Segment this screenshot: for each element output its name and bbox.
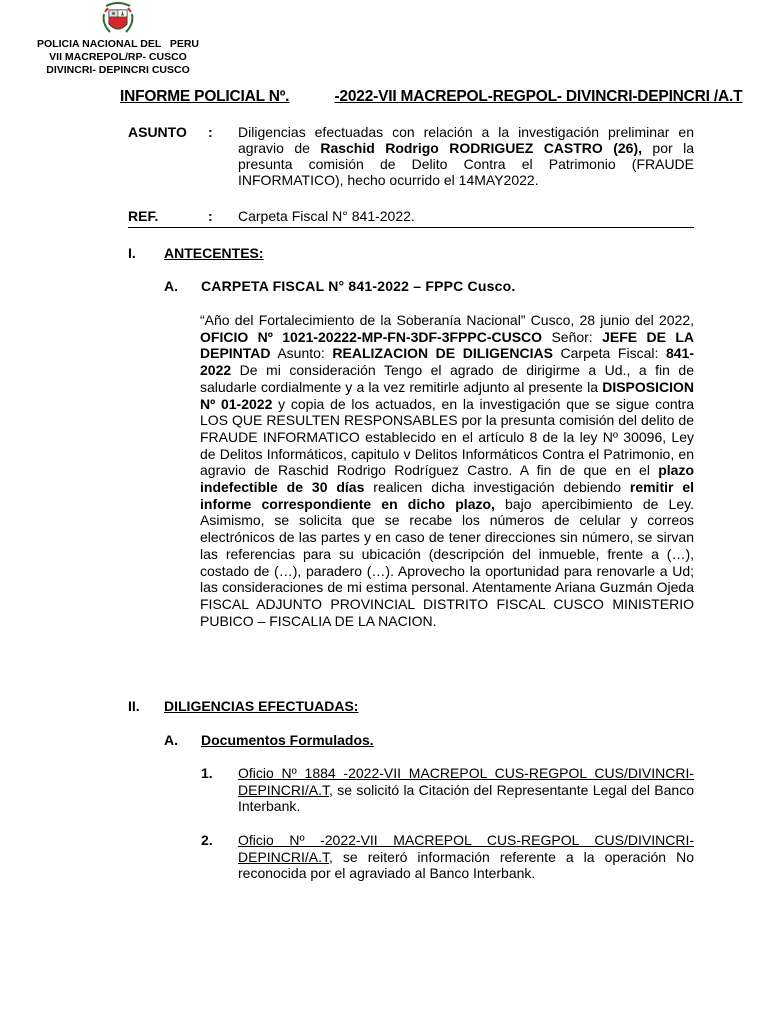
par-bold: REALIZACION DE DILIGENCIAS: [332, 345, 553, 362]
asunto-victim: Raschid Rodrigo RODRIGUEZ CASTRO (26),: [320, 140, 643, 156]
ref-text: Carpeta Fiscal N° 841-2022.: [238, 208, 415, 224]
asunto-text: [238, 124, 694, 188]
section-2-number: II.: [128, 698, 140, 714]
item-text: se solicitó la Citación del Representante Legal del Banco Interbank.: [238, 781, 694, 814]
par-bold: JEFE DE LA DEPINTAD: [200, 328, 694, 362]
par-text: y copia de los actuados, en la investigación que se sigue contra LOS QUE RESULTEN RESPONSABLES por la presunta comisión del delito de FRAUDE INFORMATICO establecido en el artículo 8 de la ley Nº 30096, Ley de Delitos Informáticos, capitulo v Delitos Informáticos Contra el Patrimonio, en agravio de Raschid Rodrigo Rodríguez Castro. A fin de que en el: [200, 395, 694, 479]
oficio-reference: Oficio Nº 1884 -2022-VII MACREPOL CUS-REGPOL CUS/DIVINCRI-DEPINCRI/A.T,: [238, 765, 694, 798]
section-2a-title: Documentos Formulados.: [201, 732, 374, 748]
item-number: 1.: [201, 765, 213, 781]
section-1a-title: CARPETA FISCAL N° 841-2022 – FPPC Cusco.: [201, 278, 516, 294]
par-text: “Año del Fortalecimiento de la Soberanía Nacional” Cusco, 28 junio del 2022,: [200, 312, 694, 328]
report-title-left: INFORME POLICIAL Nº.: [120, 88, 290, 105]
par-text: bajo apercibimiento de Ley. Asimismo, se solicita que se recabe los números de celular y correos electrónicos de las partes y en caso de tener direcciones sin número, se sirvan las referencias para su ubicación (descripción del inmueble, frente a (…), costado de (…), paradero (…). Aprovecho la oportunidad para renovarle a Ud; las consideraciones de mi estima personal. Atentamente Ariana Guzmán Ojeda FISCAL ADJUNTO PROVINCIAL DISTRITO FISCAL CUSCO MINISTERIO PUBICO – FISCALIA DE LA NACION.: [200, 495, 694, 629]
divider: [128, 227, 694, 228]
section-1-number: I.: [128, 245, 136, 261]
par-text: Asunto:: [270, 345, 333, 362]
org-line: VII MACREPOL/RP- CUSCO: [49, 51, 187, 63]
par-bold: remitir el informe correspondiente en dicho plazo,: [200, 479, 695, 512]
asunto-colon: :: [208, 124, 213, 140]
par-text: De mi consideración Tengo el agrado de dirigirme a Ud., a fin de saludarle cordialmente y a la vez remitirle adjunto al presente la: [200, 362, 694, 395]
section-2a-letter: A.: [164, 732, 178, 748]
list-item: [238, 765, 694, 815]
ref-colon: :: [208, 208, 213, 224]
par-bold: DISPOSICION Nº 01-2022: [200, 378, 694, 412]
asunto-text-a: Diligencias efectuadas con relación a la investigación preliminar en agravio de: [238, 124, 694, 156]
organization-header: [14, 38, 222, 77]
par-text: realicen dicha investigación debiendo: [364, 479, 630, 496]
section-1a-letter: A.: [164, 278, 178, 294]
report-title: [120, 88, 743, 106]
ref-label: REF.: [128, 208, 159, 224]
par-text: Carpeta Fiscal:: [552, 345, 666, 362]
par-bold: OFICIO Nº 1021-20222-MP-FN-3DF-3FPPC-CUSCO: [200, 328, 543, 345]
fiscal-letter-paragraph: [200, 312, 694, 629]
org-line: DIVINCRI- DEPINCRI CUSCO: [46, 64, 190, 76]
list-item: [238, 832, 694, 882]
report-title-right: -2022-VII MACREPOL-REGPOL- DIVINCRI-DEPINCRI /A.T: [334, 88, 743, 105]
item-text: se reiteró información referente a la operación No reconocida por el agraviado al Banco Interbank.: [238, 848, 694, 881]
oficio-reference: Oficio Nº -2022-VII MACREPOL CUS-REGPOL CUS/DIVINCRI-DEPINCRI/A.T,: [238, 832, 694, 865]
asunto-text-c: por la presunta comisión de Delito Contra el Patrimonio (FRAUDE INFORMATICO), hecho ocurrido el 14MAY2022.: [238, 140, 694, 188]
section-2-title: DILIGENCIAS EFECTUADAS:: [164, 698, 359, 714]
par-text: Señor:: [542, 328, 603, 345]
par-bold: 841-2022: [200, 345, 694, 379]
item-number: 2.: [201, 832, 213, 848]
peru-coat-of-arms-icon: [100, 2, 136, 38]
asunto-label: ASUNTO: [128, 124, 187, 140]
org-line: POLICIA NACIONAL DEL PERU: [37, 38, 199, 50]
par-bold: plazo indefectible de 30 días: [200, 462, 694, 496]
section-1-title: ANTECENTES:: [164, 245, 264, 261]
